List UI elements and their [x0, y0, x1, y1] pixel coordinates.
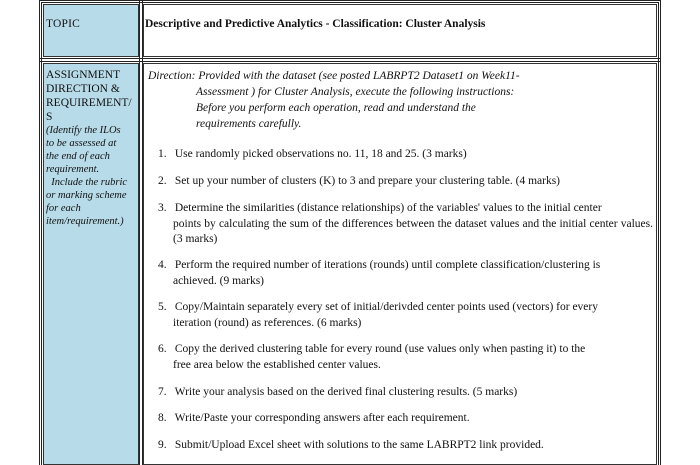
requirement-number: 9.	[158, 439, 167, 451]
assignment-note-line: the end of each	[46, 151, 110, 162]
column-divider	[139, 0, 143, 465]
requirement-number: 6.	[158, 343, 167, 355]
requirement-number: 2.	[158, 175, 167, 187]
requirement-item	[158, 438, 653, 454]
requirement-text-continued: points by calculating the sum of the differences between the dataset values and the initial center values. (3 marks)	[173, 217, 653, 245]
row-divider	[39, 58, 661, 62]
assignment-note-line: requirement.	[46, 164, 100, 175]
assignment-label-line: REQUIREMENT/	[46, 97, 132, 109]
requirement-number: 4.	[158, 259, 167, 271]
assignment-label-line: DIRECTION &	[46, 83, 120, 95]
requirement-number: 3.	[158, 202, 167, 214]
requirement-text: Set up your number of clusters (K) to 3 and prepare your clustering table. (4 marks)	[174, 175, 561, 187]
direction-line: Before you perform each operation, read and understand the	[196, 102, 476, 114]
assignment-note-line: item/requirement.)	[46, 216, 124, 227]
requirement-number: 7.	[158, 386, 167, 398]
assignment-note-line: Include the rubric	[46, 177, 128, 188]
requirement-text: Copy/Maintain separately every set of initial/derivded center points used (vectors) for every	[174, 301, 598, 313]
topic-label-cell	[43, 4, 139, 57]
assignment-label	[46, 68, 138, 228]
requirement-number: 5.	[158, 301, 167, 313]
topic-title-cell	[143, 4, 657, 57]
assignment-note-line: or marking scheme	[46, 190, 127, 201]
assignment-label-line: ASSIGNMENT	[46, 69, 121, 81]
requirement-number: 1.	[158, 148, 167, 160]
requirement-item	[158, 147, 653, 163]
requirement-number: 8.	[158, 412, 167, 424]
requirement-text: Write your analysis based on the derived final clustering results. (5 marks)	[174, 386, 518, 398]
requirement-item	[158, 174, 653, 190]
assignment-note-line: (Identify the ILOs	[46, 125, 121, 136]
requirement-text-continued: free area below the established center values.	[173, 358, 381, 371]
requirement-text: Submit/Upload Excel sheet with solutions to the same LABRPT2 link provided.	[174, 439, 544, 451]
direction-text	[148, 68, 648, 132]
requirement-text: Use randomly picked observations no. 11, 18 and 25. (3 marks)	[174, 148, 467, 160]
direction-line: Direction: Provided with the dataset (see posted LABRPT2 Dataset1 on Week11-	[148, 70, 520, 82]
requirement-item	[158, 385, 653, 401]
requirement-text-continued: iteration (round) as references. (6 marks)	[173, 316, 362, 329]
requirement-item	[158, 342, 653, 373]
direction-line: Assessment ) for Cluster Analysis, execute the following instructions:	[196, 86, 515, 98]
topic-title: Descriptive and Predictive Analytics - Classification: Cluster Analysis	[145, 18, 486, 30]
assignment-note-line: for each	[46, 203, 81, 214]
topic-label: TOPIC	[46, 18, 81, 30]
requirement-text: Determine the similarities (distance relationships) of the variables' values to the initial center	[174, 202, 602, 214]
requirement-item	[158, 258, 653, 289]
direction-line: requirements carefully.	[196, 118, 302, 130]
assignment-note-line: to be assessed at	[46, 138, 117, 149]
assignment-label-line: S	[46, 111, 53, 123]
requirement-text-continued: achieved. (9 marks)	[173, 274, 265, 287]
requirement-item	[158, 411, 653, 427]
requirement-text: Perform the required number of iterations (rounds) until complete classification/clustering is	[174, 259, 601, 271]
requirement-item	[158, 300, 653, 331]
requirement-item	[158, 201, 653, 248]
requirement-text: Write/Paste your corresponding answers after each requirement.	[174, 412, 470, 424]
requirement-text: Copy the derived clustering table for every round (use values only when pasting it) to the	[174, 343, 586, 355]
